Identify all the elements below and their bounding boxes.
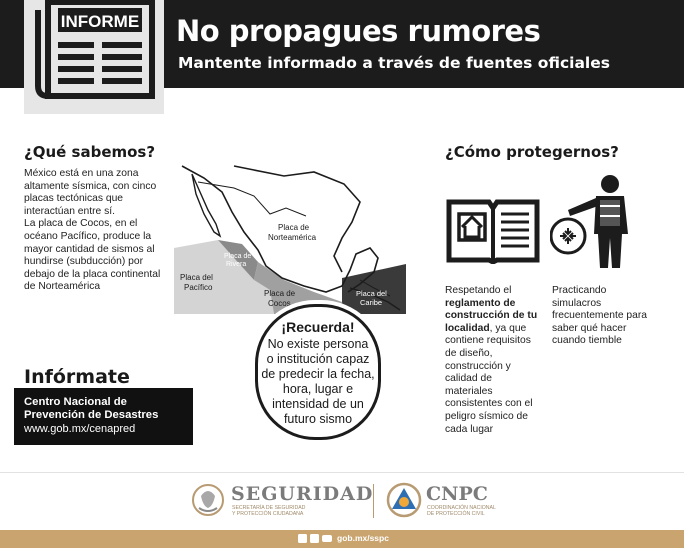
newspaper-panel	[24, 0, 164, 114]
page-title: No propagues rumores	[176, 14, 541, 48]
seguridad-logo-text: SEGURIDAD	[231, 483, 374, 505]
recuerda-text: No existe persona o institución capaz de predecir la fecha, hora, lugar e intensidad de un futuro sismo	[261, 337, 375, 426]
recuerda-title: ¡Recuerda!	[281, 319, 355, 335]
open-book-icon	[445, 196, 541, 264]
drill-person-icon	[550, 172, 640, 270]
que-sabemos-text: México está en una zona altamente sísmica, con cinco placas tectónicas que interactúan entre sí. La placa de Cocos, en el océano Pacífico, produce la mayor cantidad de sismos al hundirse (subducción) por debajo de la placa continental de Norteamérica	[24, 168, 161, 293]
label-rivera-1: Placa de	[224, 253, 252, 260]
cnpc-subtitle: COORDINACIÓN NACIONAL DE PROTECCIÓN CIVIL	[427, 505, 496, 517]
label-cocos-2: Cocos	[268, 299, 291, 308]
facebook-icon	[298, 534, 307, 543]
page-subtitle: Mantente informado a través de fuentes oficiales	[178, 54, 610, 72]
label-cocos-1: Placa de	[264, 289, 296, 298]
informe-badge-text: INFORME	[60, 12, 140, 31]
logo-divider	[373, 484, 374, 518]
recuerda-callout	[255, 304, 381, 440]
simulacros-text: Practicando simulacros frecuentemente para saber qué hacer cuando tiemble	[552, 285, 648, 347]
twitter-icon	[310, 534, 319, 543]
que-sabemos-heading: ¿Qué sabemos?	[24, 143, 156, 161]
cnpc-logo-text: CNPC	[426, 483, 488, 505]
label-caribe-2: Caribe	[360, 298, 383, 307]
coat-of-arms-icon	[191, 482, 225, 518]
seguridad-subtitle: SECRETARÍA DE SEGURIDAD Y PROTECCIÓN CIUDADANA	[232, 505, 306, 517]
cnpc-emblem-icon	[386, 482, 422, 518]
youtube-icon	[322, 535, 332, 542]
label-norteamerica-1: Placa de	[278, 223, 310, 232]
cenapred-link[interactable]: www.gob.mx/cenapred	[24, 423, 136, 435]
label-pacifico-1: Placa del	[180, 273, 213, 282]
social-icons	[298, 533, 332, 545]
label-norteamerica-2: Norteamérica	[268, 233, 317, 242]
newspaper-icon	[24, 0, 164, 114]
footer-link[interactable]: gob.mx/sspc	[337, 533, 389, 543]
cenapred-info-box	[14, 388, 193, 445]
label-caribe-1: Placa del	[356, 289, 387, 298]
reglamento-text: Respetando el reglamento de construcción de tu localidad, ya que contiene requisitos de diseño, construcción y calidad de materiales consistentes con el peligro sísmico de cada lugar	[445, 285, 538, 435]
label-rivera-2: Rivera	[226, 261, 247, 268]
tectonic-plates-map	[174, 162, 406, 314]
cenapred-name: Centro Nacional de Prevención de Desastres	[24, 396, 159, 421]
label-pacifico-2: Pacífico	[184, 283, 213, 292]
informate-heading: Infórmate	[24, 366, 130, 388]
como-protegernos-heading: ¿Cómo protegernos?	[445, 143, 619, 161]
